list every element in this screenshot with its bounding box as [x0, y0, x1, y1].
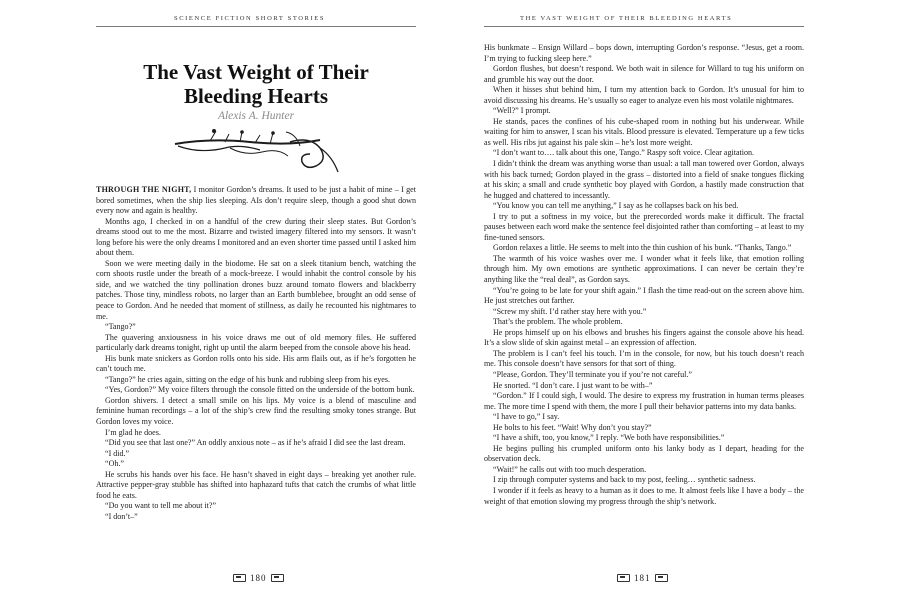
paragraph: “Tango?”	[105, 322, 136, 332]
paragraph: “Did you see that last one?” An oddly anxious note – as if he’s afraid I did see the last dream.	[105, 438, 406, 448]
paragraph: “I don’t–”	[105, 511, 138, 521]
paragraph: “Yes, Gordon?” My voice filters through the console fitted on the underside of the bottom bunk.	[105, 385, 415, 395]
paragraph: Gordon relaxes a little. He seems to melt into the thin cushion of his bunk. “Thanks, Tango.”	[493, 243, 792, 253]
first-paragraph-text: I monitor Gordon’s dreams. It used to be just a habit of mine – I get bored sometimes, when the ship lies sleeping. AIs don’t require sleep, though a good shut down every now and again is healthy.	[96, 185, 416, 216]
paragraph: “I have to go,” I say.	[493, 412, 560, 422]
paragraph: “I don’t want to…. talk about this one, Tango.” Raspy soft voice. Clear agitation.	[493, 148, 755, 158]
folio-ornament-icon	[617, 574, 630, 582]
paragraph: “You know you can tell me anything,” I say as he collapses back on his bed.	[493, 201, 739, 211]
paragraph: The problem is I can’t feel his touch. I’m in the console, for now, but his touch doesn’t reach me. This console doesn’t have sensors for that sort of thing.	[484, 348, 804, 369]
paragraph: When it hisses shut behind him, I turn my attention back to Gordon. It’s unusual for him to avoid discussing his dreams. He’s usually so eager to analyze even his most volatile nightmares.	[484, 85, 804, 105]
paragraph: I wonder if it feels as heavy to a human as it does to me. It almost feels like I have a body – the weight of that emotion slowing my progress through the ship’s network.	[484, 485, 804, 506]
paragraph: “I have a shift, too, you know,” I reply. “We both have responsibilities.”	[493, 433, 725, 443]
flourish-ornament-icon	[170, 126, 345, 176]
author-name: Alexis A. Hunter	[217, 110, 295, 122]
story-title	[96, 60, 416, 108]
paragraph: Months ago, I checked in on a handful of the crew during their sleep states. But Gordon’s dreams stood out to me the most. Bizarre and twisted imagery filtered into my sensors. It wasn’t long before his were the only dreams I monitored and an even shorter time passed until I asked him about them.	[96, 216, 416, 258]
running-head-left: SCIENCE FICTION SHORT STORIES	[174, 15, 326, 22]
folio-ornament-icon	[655, 574, 668, 582]
paragraph: He stands, paces the confines of his cube-shaped room in nothing but his underwear. While waiting for him to answer, I scan his vitals. Blood pressure is elevated. Temperature up a few ticks as well. His ribs jut against his pale skin – he’s lost more weight.	[484, 116, 804, 147]
paragraph: Gordon shivers. I detect a small smile on his lips. My voice is a blend of masculine and feminine human recordings – a lot of the ship’s crew find the resulting smoky tones strange. But Gordon loves my voice.	[96, 395, 416, 427]
paragraph: His bunk mate snickers as Gordon rolls onto his side. His arm flails out, as if he’s forgotten he can’t touch me.	[96, 353, 416, 374]
paragraph: The warmth of his voice washes over me. I wonder what it feels like, that emotion rolling through him. My own emotions are synthetic approximations. I can never be certain they’re anything like the “real deal”, as Gordon says.	[484, 253, 804, 285]
paragraph: “I did.”	[105, 448, 130, 458]
lead-in: THROUGH THE NIGHT,	[96, 185, 192, 194]
body-text-right	[484, 43, 804, 507]
paragraph: I zip through computer systems and back to my post, feeling… synthetic sadness.	[493, 475, 756, 485]
paragraph: He props himself up on his elbows and brushes his fingers against the console above his head. It’s a slow slide of skin against metal – an expression of affection.	[484, 327, 804, 348]
header-rule-right	[484, 26, 804, 27]
paragraph	[96, 185, 416, 217]
paragraph: That’s the problem. The whole problem.	[493, 317, 623, 327]
page-number-right	[617, 573, 668, 583]
paragraph: He scrubs his hands over his face. He hasn’t shaved in eight days – breaking yet another rule. Attractive pepper-gray stubble has shifted into haphazard tufts that catch the crumbs of what little food he eats.	[96, 469, 416, 500]
page-number: 180	[250, 573, 267, 583]
paragraph: “Screw my shift. I’d rather stay here with you.”	[493, 306, 647, 316]
paragraph: I try to put a softness in my voice, but the prerecorded words make it difficult. The fractal pauses between each word make the sentence feel disjointed rather than comforting – at least to my fine-tuned sensors.	[484, 211, 804, 242]
title-line-2: Bleeding Hearts	[183, 84, 329, 108]
body-text-left	[96, 185, 416, 523]
paragraph: I didn’t think the dream was anything worse than usual: a tall man towered over Gordon, always with his back turned; Gordon played in the grass – distorted into a field of snake tongues flicking at his skin; a small and crude synthetic boy played with Gordon, a hastily made construction that he hugged and chattered to incessantly.	[484, 159, 804, 200]
paragraph: “Oh.”	[105, 459, 124, 469]
paragraph: “Do you want to tell me about it?”	[105, 501, 217, 511]
paragraph: “You’re going to be late for your shift again.” I flash the time read-out on the screen above him. He just stretches out farther.	[484, 285, 804, 306]
paragraph: “Tango?” he cries again, sitting on the edge of his bunk and rubbing sleep from his eyes.	[105, 374, 391, 384]
paragraph: He begins pulling his crumpled uniform onto his lanky body as I depart, heading for the observation deck.	[484, 443, 804, 464]
page-number: 181	[634, 573, 651, 583]
paragraph: Gordon flushes, but doesn’t respond. We both wait in silence for Willard to tug his uniform on and grumble his way out the door.	[484, 64, 804, 84]
running-head-right: THE VAST WEIGHT OF THEIR BLEEDING HEARTS	[520, 15, 733, 22]
right-page	[450, 0, 900, 600]
paragraph: He snorted. “I don’t care. I just want to be with–”	[493, 380, 653, 390]
paragraph: He bolts to his feet. “Wait! Why don’t you stay?”	[493, 422, 652, 432]
folio-ornament-icon	[233, 574, 246, 582]
paragraph: “Gordon.” If I could sigh, I would. The desire to express my frustration in human terms pleases me. The more time I spend with them, the more I pull their behavior patterns into my data banks.	[484, 391, 804, 411]
paragraph: I’m glad he does.	[105, 427, 161, 437]
folio-ornament-icon	[271, 574, 284, 582]
header-rule-left	[96, 26, 416, 27]
paragraph: His bunkmate – Ensign Willard – bops down, interrupting Gordon’s response. “Jesus, get a room. I’m trying to fucking sleep here.”	[484, 43, 804, 63]
paragraph: Soon we were meeting daily in the biodome. He sat on a sleek titanium bench, watching the corn shoots rustle under the breath of a mock-breeze. I would inhabit the control console by his side, and we watched the tiny pollination drones buzz around tomato flowers and blackberry patches. Those tiny, mindless robots, no larger than an Earth bumblebee, brought an odd sense of peace to Gordon. And he needed that moment of stillness, as daily he recounted his nightmares to me.	[96, 258, 416, 321]
paragraph: The quavering anxiousness in his voice draws me out of old memory files. He suffered particularly dark dreams tonight, right up until the alarm beeped from the console above his head.	[96, 332, 416, 353]
paragraph: “Wait!” he calls out with too much desperation.	[493, 464, 647, 474]
title-line-1: The Vast Weight of Their	[143, 60, 369, 84]
paragraph: “Well?” I prompt.	[493, 106, 551, 116]
page-number-left	[233, 573, 284, 583]
paragraph: “Please, Gordon. They’ll terminate you if you’re not careful.”	[493, 369, 692, 379]
